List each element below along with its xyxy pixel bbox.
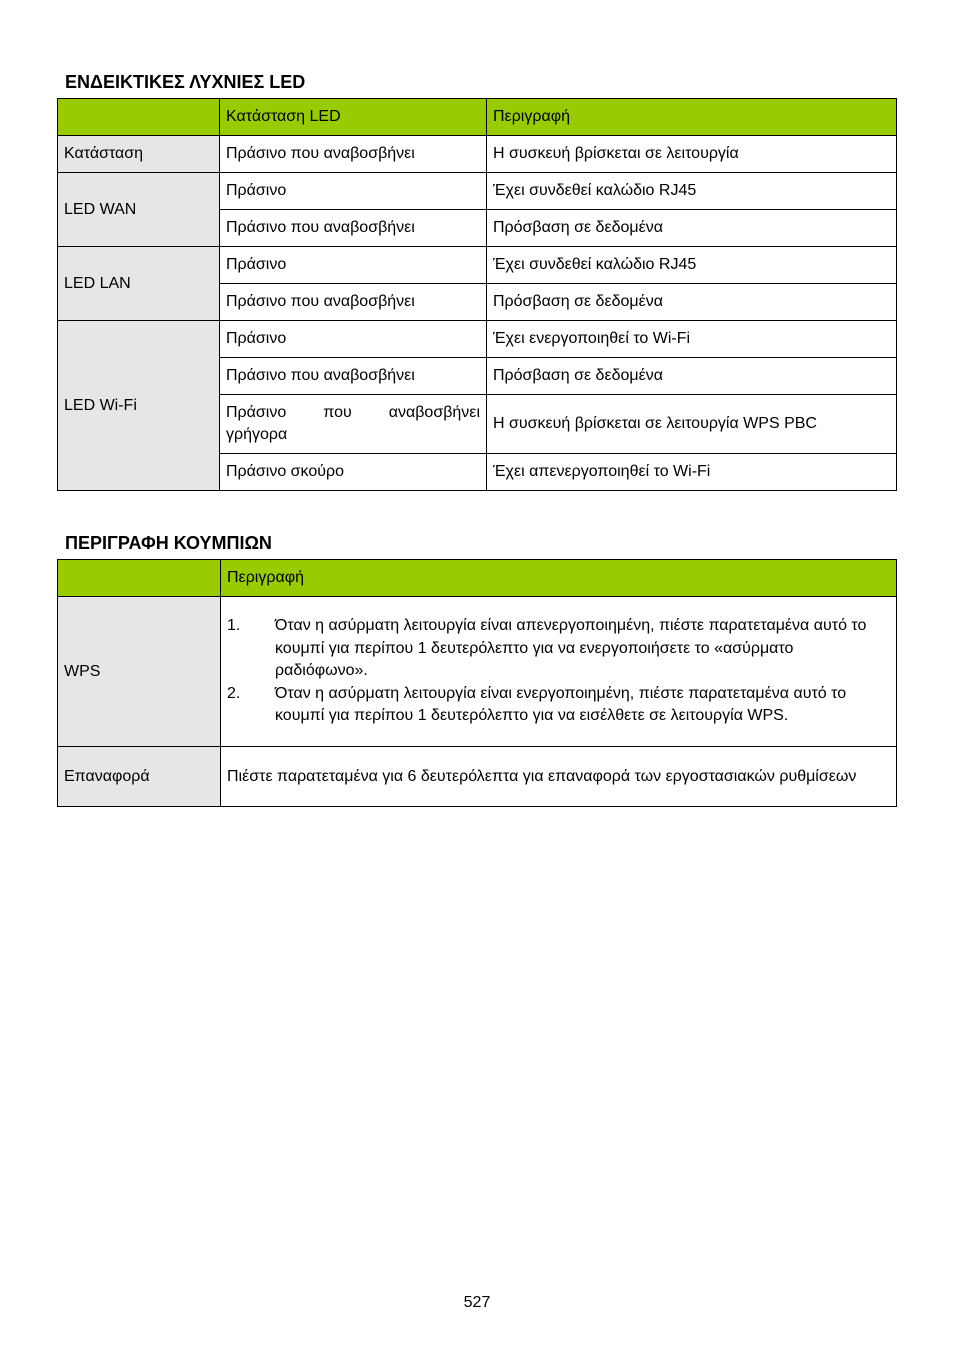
reset-description: Πιέστε παρατεταμένα για 6 δευτερόλεπτα για επαναφορά των εργοστασιακών ρυθμίσεων	[221, 747, 897, 807]
led-description: Έχει συνδεθεί καλώδιο RJ45	[487, 247, 897, 284]
buttons-section-title: ΠΕΡΙΓΡΑΦΗ ΚΟΥΜΠΙΩΝ	[65, 533, 272, 553]
list-item	[227, 683, 890, 728]
led-description: Έχει συνδεθεί καλώδιο RJ45	[487, 173, 897, 210]
header-led-status: Κατάσταση LED	[220, 99, 487, 136]
led-state: Πράσινο	[220, 321, 487, 358]
led-state: Πράσινο που αναβοσβήνει	[220, 210, 487, 247]
row-label-reset: Επαναφορά	[58, 747, 221, 807]
led-state: Πράσινο	[220, 173, 487, 210]
row-label-lan: LED LAN	[58, 247, 220, 321]
page-number: 527	[463, 1294, 491, 1311]
led-state: Πράσινο	[220, 247, 487, 284]
led-description: Πρόσβαση σε δεδομένα	[487, 210, 897, 247]
table-row	[58, 597, 897, 747]
table-row	[58, 321, 897, 358]
led-description: Η συσκευή βρίσκεται σε λειτουργία	[487, 136, 897, 173]
led-description: Πρόσβαση σε δεδομένα	[487, 358, 897, 395]
table-row	[58, 747, 897, 807]
buttons-table	[57, 559, 897, 807]
led-state: Πράσινο που αναβοσβήνει	[220, 358, 487, 395]
led-description: Έχει απενεργοποιηθεί το Wi-Fi	[487, 454, 897, 491]
led-table-header	[58, 99, 897, 136]
header-blank-cell	[58, 560, 221, 597]
buttons-table-header	[58, 560, 897, 597]
table-row	[58, 247, 897, 284]
led-description: Έχει ενεργοποιηθεί το Wi-Fi	[487, 321, 897, 358]
table-row	[58, 136, 897, 173]
led-description: Πρόσβαση σε δεδομένα	[487, 284, 897, 321]
header-blank-cell	[58, 99, 220, 136]
wps-steps-list	[227, 615, 890, 728]
led-section-title: ΕΝΔΕΙΚΤΙΚΕΣ ΛΥΧΝΙΕΣ LED	[65, 72, 306, 92]
step-number: 2.	[227, 684, 241, 702]
led-description: Η συσκευή βρίσκεται σε λειτουργία WPS PBC	[487, 395, 897, 454]
step-text: Όταν η ασύρματη λειτουργία είναι ενεργοποιημένη, πιέστε παρατεταμένα αυτό το κουμπί για περίπου 1 δευτερόλεπτο για να εισέλθετε σε λειτουργία WPS.	[275, 684, 847, 725]
table-row	[58, 173, 897, 210]
led-state: Πράσινο που αναβοσβήνει γρήγορα	[220, 395, 487, 454]
step-text: Όταν η ασύρματη λειτουργία είναι απενεργοποιημένη, πιέστε παρατεταμένα αυτό το κουμπί για περίπου 1 δευτερόλεπτο για να ενεργοποιήσετε το «ασύρματο ραδιόφωνο».	[275, 617, 867, 680]
led-table	[57, 98, 897, 491]
led-state: Πράσινο σκούρο	[220, 454, 487, 491]
row-label-wifi: LED Wi-Fi	[58, 321, 220, 491]
row-label-status: Κατάσταση	[58, 136, 220, 173]
step-number: 1.	[227, 617, 241, 635]
header-description: Περιγραφή	[221, 560, 897, 597]
row-label-wps: WPS	[58, 597, 221, 747]
led-state: Πράσινο που αναβοσβήνει	[220, 136, 487, 173]
led-state: Πράσινο που αναβοσβήνει	[220, 284, 487, 321]
wps-description	[221, 597, 897, 747]
list-item	[227, 615, 890, 683]
row-label-wan: LED WAN	[58, 173, 220, 247]
header-description: Περιγραφή	[487, 99, 897, 136]
